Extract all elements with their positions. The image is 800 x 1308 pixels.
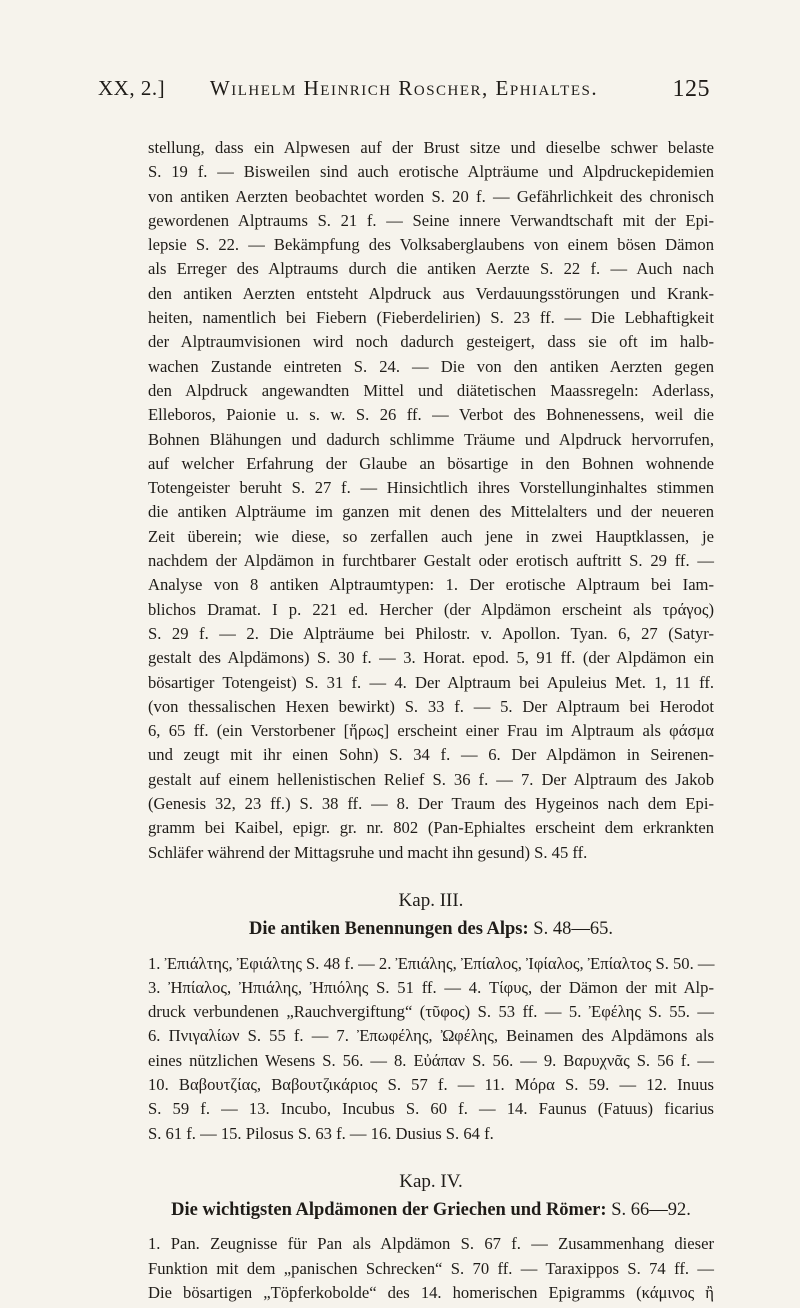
paragraph-line: Elleboros, Paionie u. s. w. S. 26 ff. — Verbot des Bohnenessens, weil die bbox=[148, 405, 714, 425]
paragraph-line: (von thessalischen Hexen bewirkt) S. 33 f. — 5. Der Alptraum bei Herodot bbox=[148, 696, 714, 716]
chapter-4-title-pages: S. 66—92. bbox=[611, 1200, 691, 1221]
paragraph-line: Totengeister beruht S. 27 f. — Hinsichtlich ihres Vorstellunginhaltes stimmen bbox=[148, 478, 714, 498]
paragraph-line: gestalt auf einem hellenistischen Relief S. 36 f. — 7. Der Alptraum des Jakob bbox=[148, 769, 714, 789]
summary-paragraph bbox=[148, 136, 714, 865]
paragraph-line: 6, 65 ff. (ein Verstorbener [ἥρως] erscheint einer Frau im Alptraum als φάσμα bbox=[148, 721, 714, 741]
paragraph-line: gramm bei Kaibel, epigr. gr. nr. 802 (Pan-Ephialtes erscheint dem erkrankten bbox=[148, 818, 714, 838]
chapter-4-list bbox=[148, 1232, 714, 1305]
paragraph-line: der Alptraumvisionen wird noch dadurch gesteigert, dass sie oft im halb- bbox=[148, 332, 714, 352]
running-header bbox=[98, 76, 710, 106]
chapter-3-title-text: Die antiken Benennungen des Alps: bbox=[249, 919, 529, 940]
paragraph-line: wachen Zustande eintreten S. 24. — Die von den antiken Aerzten gegen bbox=[148, 356, 714, 376]
chapter-3-line: 1. Ἐπιάλτης, Ἐφιάλτης S. 48 f. — 2. Ἐπιάλης, Ἐπίαλος, Ἰφίαλος, Ἐπίαλτος S. 50. — bbox=[148, 953, 715, 973]
paragraph-line: den Alpdruck angewandten Mittel und diätetischen Maassregeln: Aderlass, bbox=[148, 380, 714, 400]
paragraph-line: gestalt des Alpdämons) S. 30 f. — 3. Horat. epod. 5, 91 ff. (der Alpdämon ein bbox=[148, 648, 714, 668]
chapter-4-line: Funktion mit dem „panischen Schrecken“ S. 70 ff. — Taraxippos S. 74 ff. — bbox=[148, 1258, 714, 1278]
page-number: 125 bbox=[672, 76, 710, 102]
paragraph-line: nachdem der Alpdämon in furchtbarer Gestalt oder erotisch auftritt S. 29 ff. — bbox=[148, 551, 714, 571]
chapter-3-title-pages: S. 48—65. bbox=[533, 919, 613, 940]
paragraph-line: S. 29 f. — 2. Die Alpträume bei Philostr. v. Apollon. Tyan. 6, 27 (Satyr- bbox=[148, 623, 714, 643]
chapter-4-line: Die bösartigen „Töpferkobolde“ des 14. homerischen Epigramms (κάμινος ἢ bbox=[148, 1283, 714, 1303]
paragraph-line: Bohnen Blähungen und dadurch schlimme Träume und Alpdruck hervorrufen, bbox=[148, 429, 714, 449]
chapter-3-title bbox=[148, 917, 714, 941]
paragraph-line: (Genesis 32, 23 ff.) S. 38 ff. — 8. Der Traum des Hygeinos nach dem Epi- bbox=[148, 794, 714, 814]
paragraph-line: bösartiger Totengeist) S. 31 f. — 4. Der Alptraum bei Apuleius Met. 1, 11 ff. bbox=[148, 672, 714, 692]
paragraph-line: von antiken Aerzten beobachtet worden S. 20 f. — Gefährlichkeit des chronisch bbox=[148, 186, 714, 206]
chapter-3-line: eines nützlichen Wesens S. 56. — 8. Εὐάπαν S. 56. — 9. Βαρυχνᾶς S. 56 f. — bbox=[148, 1050, 714, 1070]
paragraph-line: auf welcher Erfahrung der Glaube an bösartige in den Bohnen wohnende bbox=[148, 453, 714, 473]
chapter-3-line: 3. Ἠπίαλος, Ἠπιάλης, Ἠπιόλης S. 51 ff. — 4. Τίφυς, der Dämon der mit Alp- bbox=[148, 977, 714, 997]
paragraph-line: gewordenen Alptraums S. 21 f. — Seine innere Verwandtschaft mit der Epi- bbox=[148, 210, 714, 230]
paragraph-line: Zeit überein; wie diese, so zerfallen auch jene in zwei Hauptklassen, je bbox=[148, 526, 714, 546]
chapter-4-line: 1. Pan. Zeugnisse für Pan als Alpdämon S. 67 f. — Zusammenhang dieser bbox=[148, 1234, 714, 1254]
chapter-3-line: druck verbundenen „Rauchvergiftung“ (τῦφος) S. 53 ff. — 5. Ἐφέλης S. 55. — bbox=[148, 1002, 714, 1022]
paragraph-line: Analyse von 8 antiken Alptraumtypen: 1. Der erotische Alptraum bei Iam- bbox=[148, 575, 714, 595]
paragraph-line: Schläfer während der Mittagsruhe und macht ihn gesund) S. 45 ff. bbox=[148, 842, 588, 862]
paragraph-line: die antiken Alpträume im ganzen mit denen des Mittelalters und der neueren bbox=[148, 502, 714, 522]
paragraph-line: als Erreger des Alptraums durch die antiken Aerzte S. 22 f. — Auch nach bbox=[148, 259, 714, 279]
paragraph-line: den antiken Aerzten entsteht Alpdruck aus Verdauungsstörungen und Krank- bbox=[148, 283, 714, 303]
chapter-3-line: S. 59 f. — 13. Incubo, Incubus S. 60 f. — 14. Faunus (Fatuus) ficarius bbox=[148, 1099, 714, 1119]
paragraph-line: S. 19 f. — Bisweilen sind auch erotische Alpträume und Alpdruckepidemien bbox=[148, 162, 714, 182]
section-reference: XX, 2.] bbox=[98, 76, 166, 100]
chapter-4-title bbox=[148, 1198, 714, 1222]
chapter-4-title-text: Die wichtigsten Alpdämonen der Griechen und Römer: bbox=[171, 1200, 607, 1221]
page-body bbox=[148, 136, 714, 1305]
chapter-4-heading: Kap. IV. bbox=[399, 1170, 463, 1192]
paragraph-line: heiten, namentlich bei Fiebern (Fieberdelirien) S. 23 ff. — Die Lebhaftigkeit bbox=[148, 308, 714, 328]
chapter-3-line: 10. Βαβουτζίας, Βαβουτζικάριος S. 57 f. — 11. Μόρα S. 59. — 12. Inuus bbox=[148, 1074, 714, 1094]
chapter-3-line: S. 61 f. — 15. Pilosus S. 63 f. — 16. Dusius S. 64 f. bbox=[148, 1123, 494, 1143]
chapter-3-line: 6. Πνιγαλίων S. 55 f. — 7. Ἐπωφέλης, Ὠφέλης, Beinamen des Alpdämons als bbox=[148, 1026, 714, 1046]
paragraph-line: und zeugt mit ihr einen Sohn) S. 34 f. — 6. Der Alpdämon in Seirenen- bbox=[148, 745, 714, 765]
paragraph-line: stellung, dass ein Alpwesen auf der Brust sitze und dieselbe schwer belaste bbox=[148, 138, 714, 157]
chapter-3-heading: Kap. III. bbox=[398, 889, 464, 911]
chapter-3-list bbox=[148, 952, 714, 1146]
paragraph-line: lepsie S. 22. — Bekämpfung des Volksaberglaubens von einem bösen Dämon bbox=[148, 235, 714, 255]
paragraph-line: blichos Dramat. I p. 221 ed. Hercher (der Alpdämon erscheint als τράγος) bbox=[148, 599, 714, 619]
running-title: Wilhelm Heinrich Roscher, Ephialtes. bbox=[209, 76, 599, 100]
